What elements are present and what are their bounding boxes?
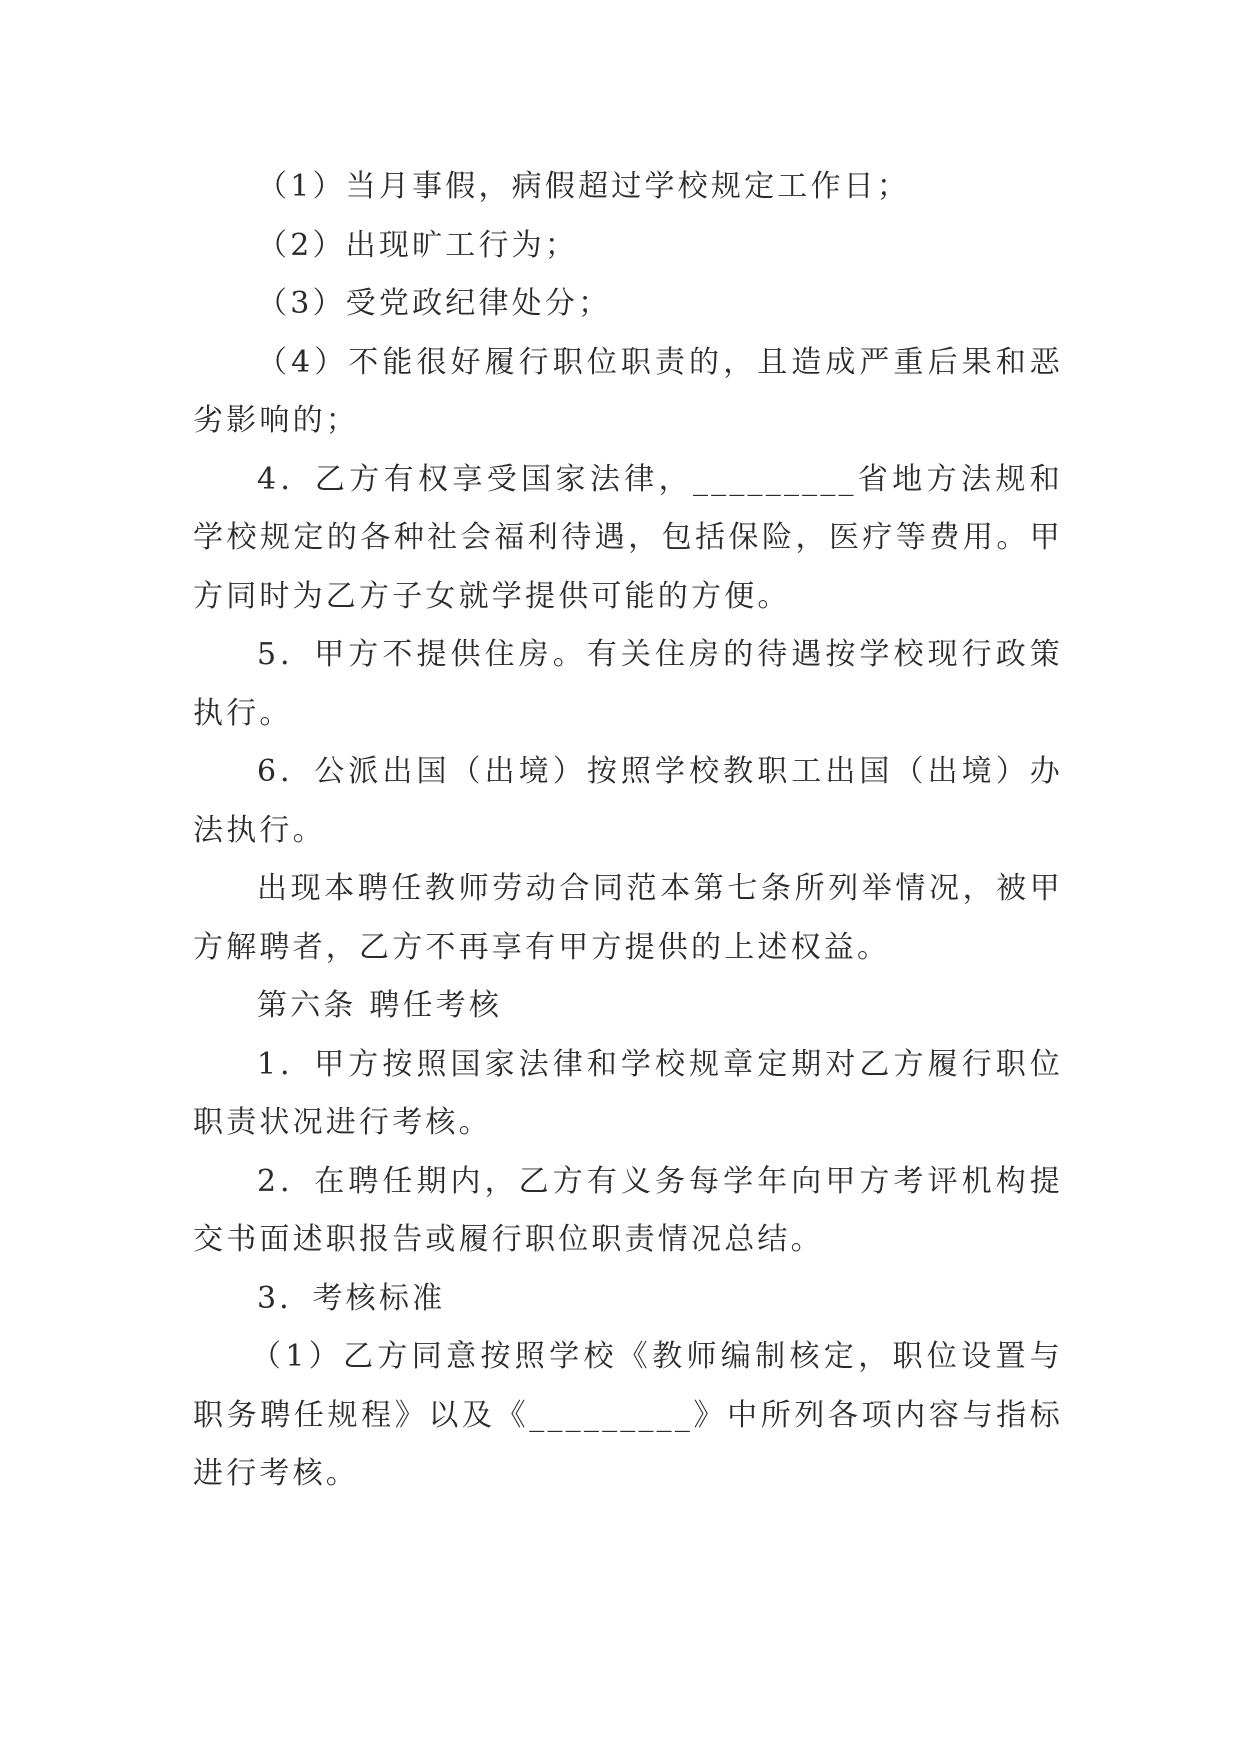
clause-item-2: （2）出现旷工行为； bbox=[257, 227, 579, 263]
assessment-item-3: 3．考核标准 bbox=[257, 1280, 446, 1316]
article-six-heading: 第六条 聘任考核 bbox=[257, 988, 503, 1023]
document-body bbox=[193, 158, 1063, 1504]
assessment-item-2: 2．在聘任期内，乙方有义务每学年向甲方考评机构提交书面述职报告或履行职位职责情况总结。 bbox=[193, 1163, 1063, 1257]
clause-welfare: 4．乙方有权享受国家法律，_________省地方法规和学校规定的各种社会福利待遇，包括保险，医疗等费用。甲方同时为乙方子女就学提供可能的方便。 bbox=[193, 461, 1063, 614]
clause-overseas: 6．公派出国（出境）按照学校教职工出国（出境）办法执行。 bbox=[193, 754, 1063, 848]
clause-dismissal: 出现本聘任教师劳动合同范本第七条所列举情况，被甲方解聘者，乙方不再享有甲方提供的上述权益。 bbox=[193, 871, 1063, 965]
assessment-standard-1: （1）乙方同意按照学校《教师编制核定，职位设置与职务聘任规程》以及《_________》中所列各项内容与指标进行考核。 bbox=[193, 1339, 1063, 1491]
clause-item-1: （1）当月事假，病假超过学校规定工作日； bbox=[257, 169, 911, 204]
clause-item-3: （3）受党政纪律处分； bbox=[257, 286, 612, 321]
assessment-item-1: 1．甲方按照国家法律和学校规章定期对乙方履行职位职责状况进行考核。 bbox=[193, 1046, 1063, 1140]
clause-housing: 5．甲方不提供住房。有关住房的待遇按学校现行政策执行。 bbox=[193, 637, 1063, 731]
clause-item-4: （4）不能很好履行职位职责的，且造成严重后果和恶劣影响的； bbox=[193, 344, 1063, 438]
